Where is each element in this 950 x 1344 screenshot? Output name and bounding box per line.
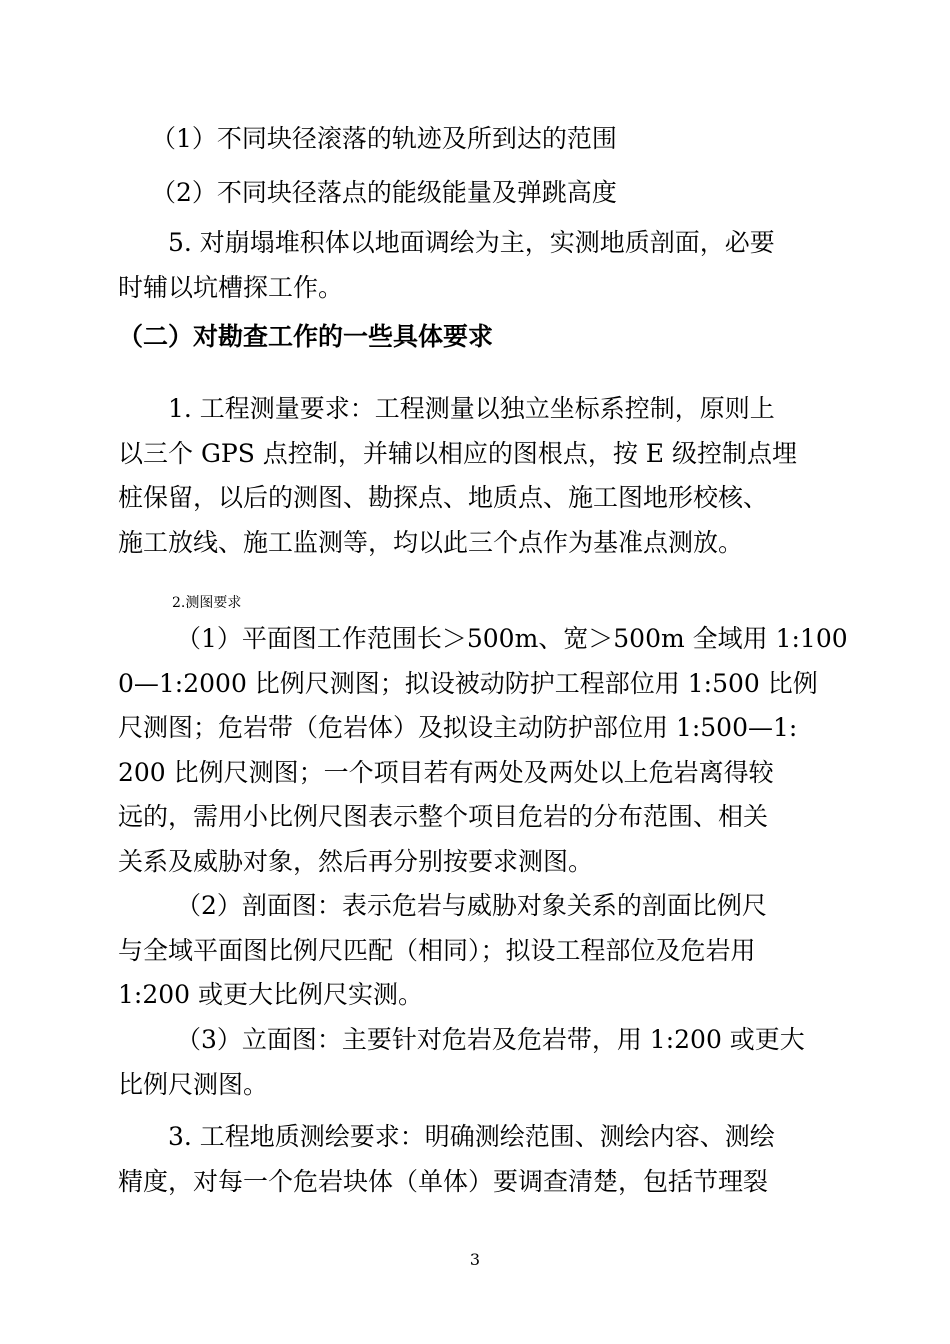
- text-line: 与全域平面图比例尺匹配（相同）；拟设工程部位及危岩用: [118, 935, 756, 965]
- text-line: 尺测图；危岩带（危岩体）及拟设主动防护部位用 1:500—1:: [118, 713, 798, 742]
- paragraph-geological-mapping: [118, 1115, 848, 1204]
- text-line: 1:200 或更大比例尺实测。: [118, 980, 423, 1009]
- text-line: （1）不同块径滚落的轨迹及所到达的范围: [118, 124, 617, 153]
- text-line: （2）不同块径落点的能级能量及弹跳高度: [118, 178, 617, 207]
- text-line: 3. 工程地质测绘要求：明确测绘范围、测绘内容、测绘: [118, 1122, 775, 1151]
- text-line: （3）立面图：主要针对危岩及危岩带，用 1:200 或更大: [118, 1025, 805, 1054]
- paragraph-profile-map: [118, 884, 848, 1018]
- section-heading: （二）对勘查工作的一些具体要求: [118, 322, 494, 351]
- text-line: 1. 工程测量要求：工程测量以独立坐标系控制，原则上: [118, 394, 775, 423]
- text-line: （1）平面图工作范围长＞500m、宽＞500m 全域用 1:100: [118, 624, 848, 653]
- paragraph-survey-requirements: [118, 387, 848, 565]
- text-line: （2）剖面图：表示危岩与威胁对象关系的剖面比例尺: [118, 891, 767, 920]
- text-line: 精度，对每一个危岩块体（单体）要调查清楚，包括节理裂: [118, 1166, 769, 1196]
- text-line: 以三个 GPS 点控制，并辅以相应的图根点，按 E 级控制点埋: [118, 438, 797, 468]
- text-line: 施工放线、施工监测等，均以此三个点作为基准点测放。: [118, 527, 744, 557]
- text-line: 桩保留，以后的测图、勘探点、地质点、施工图地形校核、: [118, 483, 769, 512]
- subheading-mapping-requirements: 2.测图要求: [172, 595, 242, 611]
- paragraph-trajectory: [118, 117, 848, 162]
- paragraph-item-5: [118, 221, 848, 310]
- text-line: 远的，需用小比例尺图表示整个项目危岩的分布范围、相关: [118, 802, 769, 831]
- text-line: 200 比例尺测图；一个项目若有两处及两处以上危岩离得较: [118, 757, 774, 787]
- paragraph-energy-level: [118, 171, 848, 216]
- text-line: 关系及威胁对象，然后再分别按要求测图。: [118, 846, 594, 876]
- page-number: 3: [469, 1250, 481, 1269]
- text-line: 比例尺测图。: [118, 1069, 269, 1099]
- paragraph-plan-map: [118, 617, 848, 884]
- paragraph-elevation-map: [118, 1018, 848, 1107]
- text-line: 5. 对崩塌堆积体以地面调绘为主，实测地质剖面，必要: [118, 228, 775, 257]
- text-line: 时辅以坑槽探工作。: [118, 272, 344, 302]
- text-line: 0—1:2000 比例尺测图；拟设被动防护工程部位用 1:500 比例: [118, 668, 818, 698]
